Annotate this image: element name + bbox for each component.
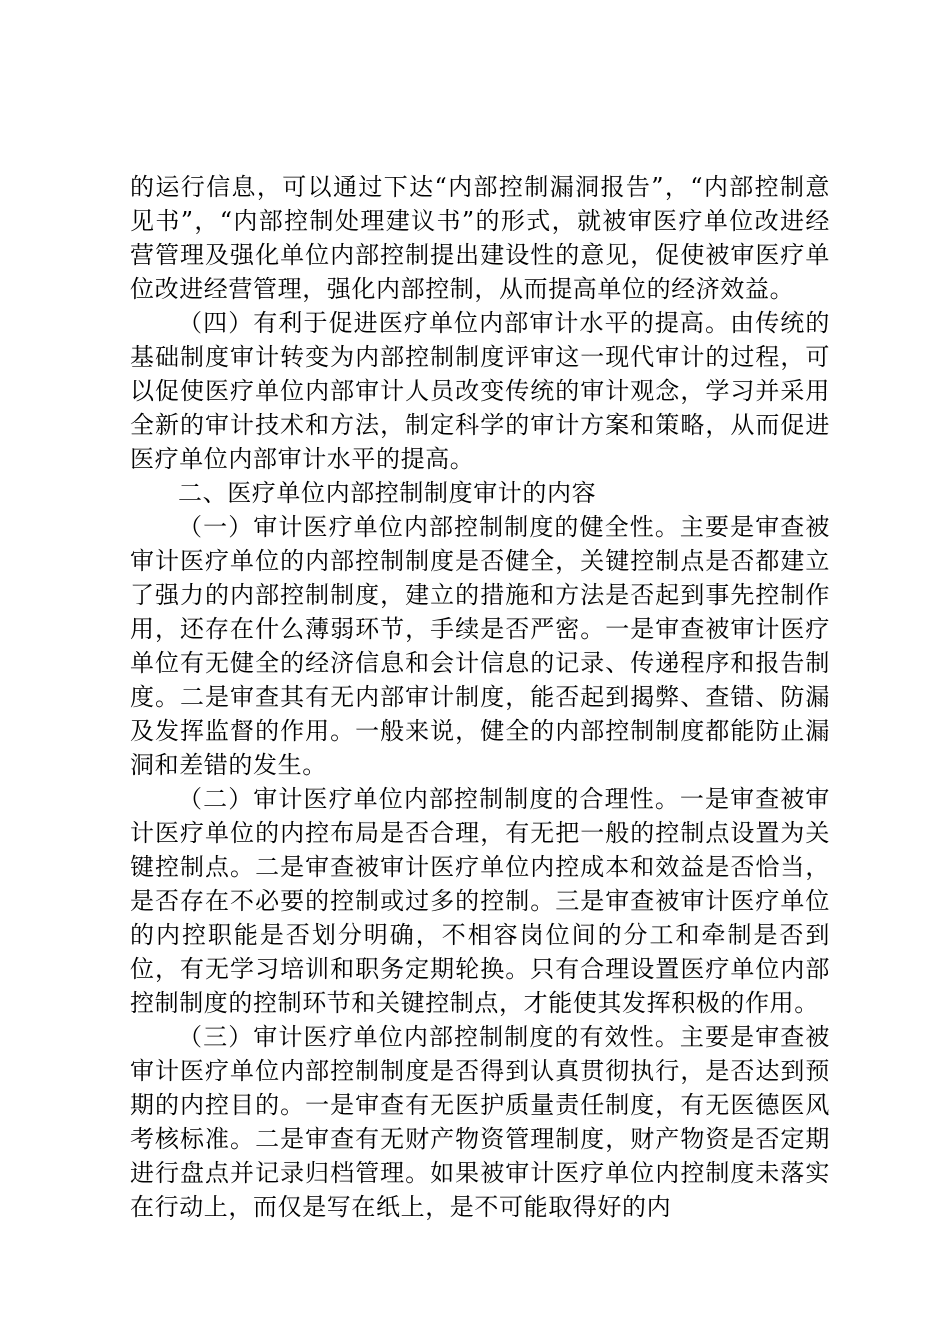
paragraph-item-one: （一）审计医疗单位内部控制制度的健全性。主要是审查被审计医疗单位的内部控制制度是否健全，关键控制点是否都建立了强力的内部控制制度，建立的措施和方法是否起到事先控制作用，还存在什么薄弱环节，手续是否严密。一是审查被审计医疗单位有无健全的经济信息和会计信息的记录、传递程序和报告制度。二是审查其有无内部审计制度，能否起到揭弊、查错、防漏及发挥监督的作用。一般来说，健全的内部控制制度都能防止漏洞和差错的发生。 <box>130 513 830 779</box>
paragraph-continuation: 的运行信息，可以通过下达“内部控制漏洞报告”，“内部控制意见书”，“内部控制处理建议书”的形式，就被审医疗单位改进经营管理及强化单位内部控制提出建设性的意见，促使被审医疗单位改进经营管理，强化内部控制，从而提高单位的经济效益。 <box>130 173 830 303</box>
document-page <box>130 170 830 1224</box>
paragraph-item-two: （二）审计医疗单位内部控制制度的合理性。一是审查被审计医疗单位的内控布局是否合理，有无把一般的控制点设置为关键控制点。二是审查被审计医疗单位内控成本和效益是否恰当，是否存在不必要的控制或过多的控制。三是审查被审计医疗单位的内控职能是否划分明确，不相容岗位间的分工和牵制是否到位，有无学习培训和职务定期轮换。只有合理设置医疗单位内部控制制度的控制环节和关键控制点，才能使其发挥积极的作用。 <box>130 785 830 1017</box>
section-heading-two: 二、医疗单位内部控制制度审计的内容 <box>178 479 597 507</box>
paragraph-section-four: （四）有利于促进医疗单位内部审计水平的提高。由传统的基础制度审计转变为内部控制制度评审这一现代审计的过程，可以促使医疗单位内部审计人员改变传统的审计观念，学习并采用全新的审计技术和方法，制定科学的审计方案和策略，从而促进医疗单位内部审计水平的提高。 <box>130 309 830 473</box>
paragraph-item-three: （三）审计医疗单位内部控制制度的有效性。主要是审查被审计医疗单位内部控制制度是否得到认真贯彻执行，是否达到预期的内控目的。一是审查有无医护质量责任制度，有无医德医风考核标准。二是审查有无财产物资管理制度，财产物资是否定期进行盘点并记录归档管理。如果被审计医疗单位内控制度未落实在行动上，而仅是写在纸上，是不可能取得好的内 <box>130 1023 830 1221</box>
